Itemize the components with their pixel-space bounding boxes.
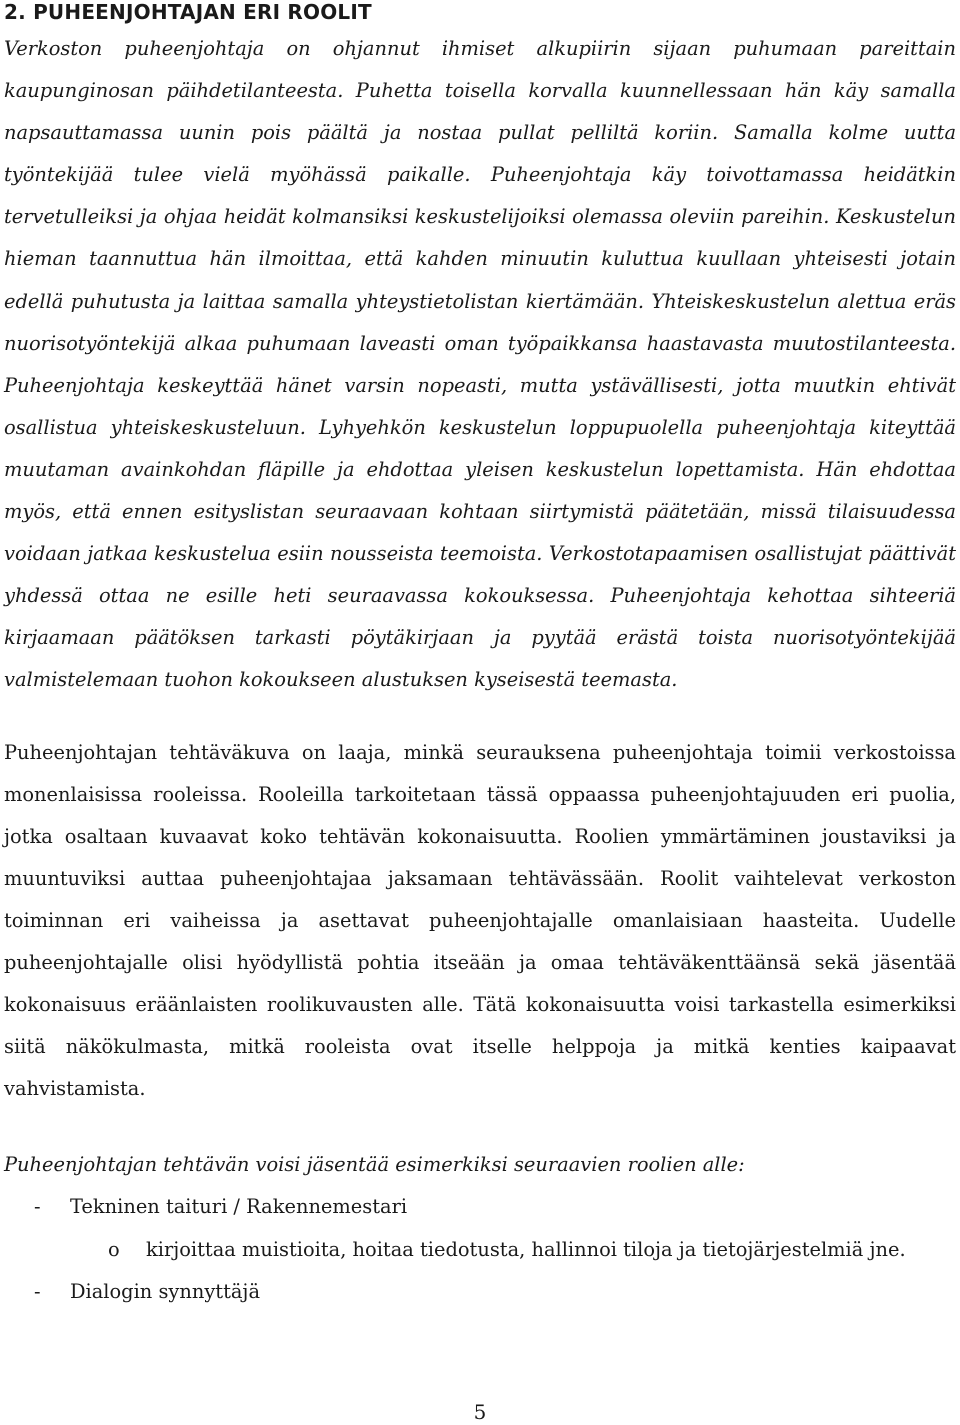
document-page [4, 0, 956, 1313]
list-item [4, 1271, 956, 1313]
dash-bullet: - [34, 1279, 41, 1303]
list-subitem [4, 1229, 956, 1271]
scenario-paragraph: Verkoston puheenjohtaja on ohjannut ihmiset alkupiirin sijaan puhumaan pareittain kaupunginosan päihdetilanteesta. Puhetta toisella korvalla kuunnellessaan hän käy samalla napsauttamassa uunin pois päältä ja nostaa pullat pelliltä koriin. Samalla kolme uutta työntekijää tulee vielä myöhässä paikalle. Puheenjohtaja käy toivottamassa heidätkin tervetulleiksi ja ohjaa heidät kolmansiksi keskustelijoiksi olemassa oleviin pareihin. Keskustelun hieman taannuttua hän ilmoittaa, että kahden minuutin kuluttua kuullaan yhteisesti jotain edellä puhutusta ja laittaa samalla yhteystietolistan kiertämään. Yhteiskeskustelun alettua eräs nuorisotyöntekijä alkaa puhumaan laveasti oman työpaikkansa haastavasta muutostilanteesta. Puheenjohtaja keskeyttää hänet varsin nopeasti, mutta ystävällisesti, jotta muutkin ehtivät osallistua yhteiskeskusteluun. Lyhyehkön keskustelun loppupuolella puheenjohtaja kiteyttää muutaman avainkohdan fläpille ja ehdottaa yleisen keskustelun lopettamista. Hän ehdottaa myös, että ennen esityslistan seuraavaan kohtaan siirtymistä päätetään, missä tilaisuudessa voidaan jatkaa keskustelua esiin nousseista teemoista. Verkostotapaamisen osallistujat päättivät yhdessä ottaa ne esille heti seuraavassa kokouksessa. Puheenjohtaja kehottaa sihteeriä kirjaamaan päätöksen tarkasti pöytäkirjaan ja pyytää erästä toista nuorisotyöntekijää valmistelemaan tuohon kokoukseen alustuksen kyseisestä teemasta. [4, 37, 956, 692]
body-paragraph: Puheenjohtajan tehtäväkuva on laaja, minkä seurauksena puheenjohtaja toimii verkostoissa monenlaisissa rooleissa. Rooleilla tarkoitetaan tässä oppaassa puheenjohtajuuden eri puolia, jotka osaltaan kuvaavat koko tehtävän kokonaisuutta. Roolien ymmärtäminen joustaviksi ja muuntuviksi auttaa puheenjohtajaa jaksamaan tehtävässään. Roolit vaihtelevat verkoston toiminnan eri vaiheissa ja asettavat puheenjohtajalle omanlaisiaan haasteita. Uudelle puheenjohtajalle olisi hyödyllistä pohtia itseään ja omaa tehtäväkenttäänsä sekä jäsentää kokonaisuus eräänlaisten roolikuvausten alle. Tätä kokonaisuutta voisi tarkastella esimerkiksi siitä näkökulmasta, mitkä rooleista ovat itselle helppoja ja mitkä kenties kaipaavat vahvistamista. [4, 740, 956, 1101]
list-subitem-text: kirjoittaa muistioita, hoitaa tiedotusta, hallinnoi tiloja ja tietojärjestelmiä jne. [146, 1237, 906, 1261]
list-item [4, 1186, 956, 1228]
list-intro: Puheenjohtajan tehtävän voisi jäsentää esimerkiksi seuraavien roolien alle: [4, 1153, 745, 1177]
page-number: 5 [473, 1400, 487, 1424]
roles-list [4, 1186, 956, 1312]
dash-bullet: - [34, 1195, 41, 1219]
list-item-text: Dialogin synnyttäjä [70, 1279, 261, 1303]
section-heading: 2. PUHEENJOHTAJAN ERI ROOLIT [4, 0, 372, 24]
circle-bullet: o [108, 1237, 120, 1261]
list-item-text: Tekninen taituri / Rakennemestari [70, 1195, 408, 1219]
